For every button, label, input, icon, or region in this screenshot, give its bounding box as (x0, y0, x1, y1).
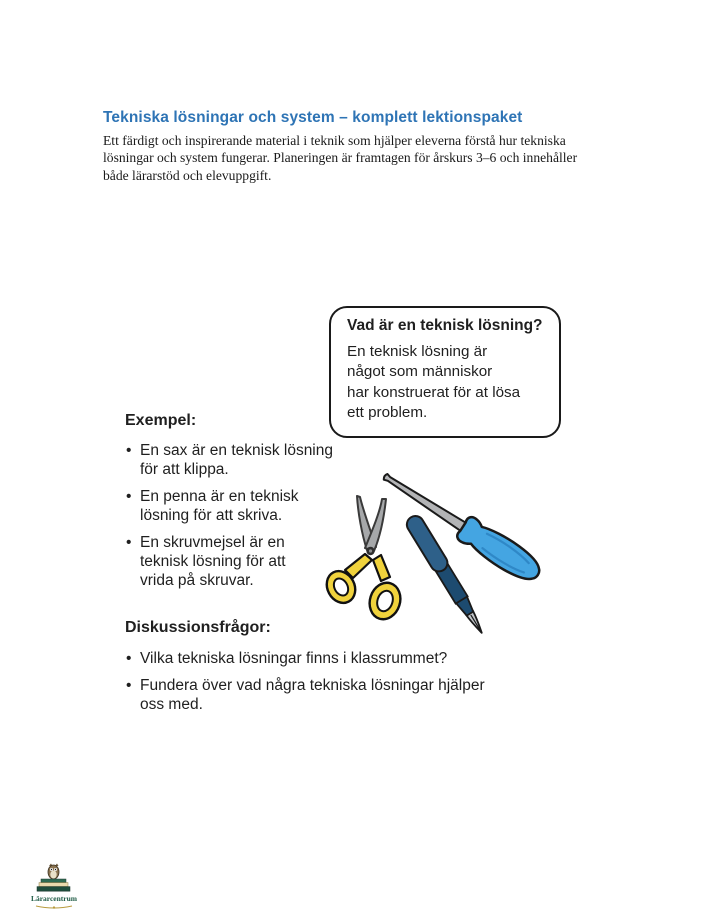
scissors-icon (321, 496, 405, 623)
list-item (126, 533, 333, 590)
bullet-line: vrida på skruvar. (140, 572, 254, 589)
bullet-icon: • (126, 677, 132, 694)
bullet-line: oss med. (140, 696, 203, 713)
owl-books-emblem-icon (30, 863, 78, 893)
list-item (126, 487, 333, 525)
logo-flourish-icon (32, 903, 76, 910)
list-item-text (140, 533, 286, 590)
intro-paragraph (103, 132, 577, 184)
examples-heading: Exempel: (125, 412, 197, 429)
list-item (126, 676, 485, 714)
speech-bubble (329, 306, 561, 438)
list-item-text (140, 487, 299, 525)
speech-bubble-line: En teknisk lösning är (347, 343, 488, 360)
bullet-icon: • (126, 442, 132, 459)
logo-text: Lärarcentrum (30, 894, 78, 903)
intro-line: både lärarstöd och elevuppgift. (103, 167, 272, 183)
list-item-text (140, 676, 485, 714)
tools-illustration (320, 465, 555, 645)
intro-line: Ett färdigt och inspirerande material i teknik som hjälper eleverna förstå hur tekniska (103, 133, 566, 148)
list-item-text (140, 441, 333, 479)
bullet-line: Fundera över vad några tekniska lösningar hjälper (140, 677, 485, 694)
bullet-line: En penna är en teknisk (140, 488, 299, 505)
discussion-list (126, 649, 485, 722)
screwdriver-icon (377, 465, 546, 587)
list-item-text (140, 649, 447, 668)
bullet-line: En skruvmejsel är en (140, 534, 285, 551)
speech-bubble-line: har konstruerat för at lösa (347, 383, 521, 401)
discussion-heading: Diskussionsfrågor: (125, 619, 271, 636)
bullet-line: för att klippa. (140, 461, 229, 478)
bullet-icon: • (126, 650, 132, 667)
list-item (126, 649, 485, 668)
bullet-icon: • (126, 488, 132, 505)
intro-line: lösningar och system fungerar. Planeringen är framtagen för årskurs 3–6 och innehåller (103, 150, 578, 166)
bullet-line: lösning för att skriva. (140, 507, 283, 524)
bullet-line: En sax är en teknisk lösning (140, 442, 333, 459)
speech-bubble-line: ett problem. (347, 403, 428, 421)
speech-bubble-line: något som människor (347, 363, 493, 381)
list-item (126, 441, 333, 479)
school-logo (24, 863, 84, 910)
bullet-icon: • (126, 534, 132, 551)
examples-list (126, 441, 333, 598)
page-title: Tekniska lösningar och system – komplett lektionspaket (103, 109, 523, 126)
bullet-line: teknisk lösning för att (140, 553, 286, 570)
bullet-line: Vilka tekniska lösningar finns i klassrummet? (140, 650, 448, 667)
speech-bubble-title: Vad är en teknisk lösning? (347, 317, 543, 334)
speech-bubble-body (347, 342, 549, 423)
